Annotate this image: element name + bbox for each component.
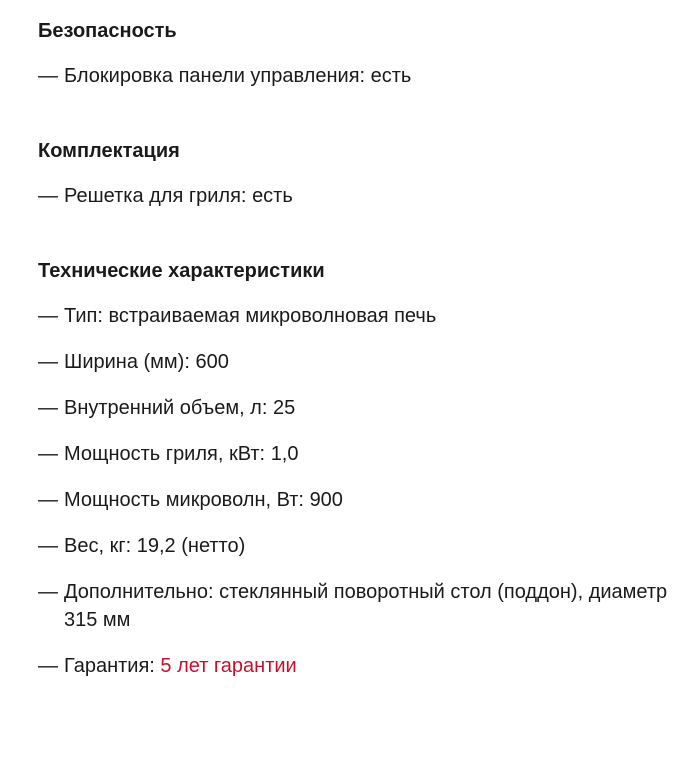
- section-title-specs: Технические характеристики: [38, 260, 325, 282]
- bullet-dash: —: [38, 351, 58, 373]
- bullet-dash: —: [38, 65, 58, 87]
- item-value: стеклянный поворотный стол (поддон), диаметр 315 мм: [64, 581, 668, 631]
- item-label: Дополнительно:: [64, 581, 214, 603]
- warranty-link[interactable]: 5 лет гарантии: [160, 655, 297, 677]
- item-value: 25: [272, 397, 296, 419]
- section-title-package: Комплектация: [38, 140, 180, 162]
- item-label: Внутренний объем, л:: [64, 397, 268, 419]
- item-label: Ширина (мм):: [64, 351, 190, 373]
- item-label: Мощность гриля, кВт:: [64, 443, 266, 465]
- list-item: [38, 62, 681, 90]
- item-value: 1,0: [270, 443, 299, 465]
- item-value: есть: [252, 185, 293, 207]
- section-package: [38, 138, 681, 210]
- section-safety: [38, 18, 681, 90]
- item-label: Вес, кг:: [64, 535, 132, 557]
- item-label: Блокировка панели управления:: [64, 65, 366, 87]
- item-value: 19,2 (нетто): [136, 535, 246, 557]
- list-item: [38, 348, 681, 376]
- item-label: Гарантия:: [64, 655, 155, 677]
- specs-list: [38, 302, 681, 680]
- bullet-dash: —: [38, 655, 58, 677]
- item-label: Решетка для гриля:: [64, 185, 247, 207]
- item-value: есть: [370, 65, 412, 87]
- item-label: Мощность микроволн, Вт:: [64, 489, 304, 511]
- list-item: [38, 532, 681, 560]
- bullet-dash: —: [38, 443, 58, 465]
- package-list: [38, 182, 681, 210]
- list-item: [38, 440, 681, 468]
- item-label: Тип:: [64, 305, 103, 327]
- item-value: 600: [195, 351, 229, 373]
- list-item: [38, 302, 681, 330]
- list-item: [38, 652, 681, 680]
- item-value: встраиваемая микроволновая печь: [108, 305, 437, 327]
- safety-list: [38, 62, 681, 90]
- bullet-dash: —: [38, 305, 58, 327]
- item-value: 900: [309, 489, 343, 511]
- section-title-safety: Безопасность: [38, 20, 177, 42]
- section-specs: [38, 258, 681, 680]
- list-item: [38, 394, 681, 422]
- list-item: [38, 578, 681, 634]
- bullet-dash: —: [38, 535, 58, 557]
- list-item: [38, 486, 681, 514]
- bullet-dash: —: [38, 581, 58, 603]
- bullet-dash: —: [38, 397, 58, 419]
- bullet-dash: —: [38, 489, 58, 511]
- bullet-dash: —: [38, 185, 58, 207]
- list-item: [38, 182, 681, 210]
